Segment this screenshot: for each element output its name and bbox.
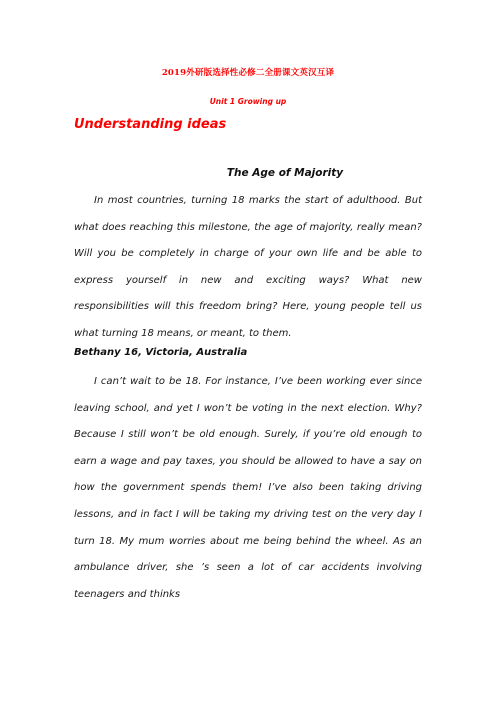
document-title: 2019外研版选择性必修二全册课文英汉互译 [161, 68, 335, 78]
unit-title: Unit 1 Growing up [209, 97, 287, 106]
intro-paragraph: In most countries, turning 18 marks the start of adulthood. But what does reaching this milestone, the age of majority, really mean? Will you be completely in charge of your own life and be able to express yourself in new and exciting ways? What new responsibilities will this freedom bring? Here, young people tell us what turning 18 means, or meant, to them. [74, 195, 422, 339]
speaker-heading: Bethany 16, Victoria, Australia [74, 347, 248, 358]
speaker-paragraph: I can’t wait to be 18. For instance, I’ve been working ever since leaving school, and yet I won’t be voting in the next election. Why? Because I still won’t be old enough. Surely, if you’re old enough to earn a wage and pay taxes, you should be allowed to have a say on how the government spends them! I’ve also been taking driving lessons, and in fact I will be taking my driving test on the very day I turn 18. My mum worries about me being behind the wheel. As an ambulance driver, she ’s seen a lot of car accidents involving teenagers and thinks [74, 376, 422, 600]
article-title: The Age of Majority [226, 167, 344, 179]
section-heading: Understanding ideas [74, 117, 227, 132]
